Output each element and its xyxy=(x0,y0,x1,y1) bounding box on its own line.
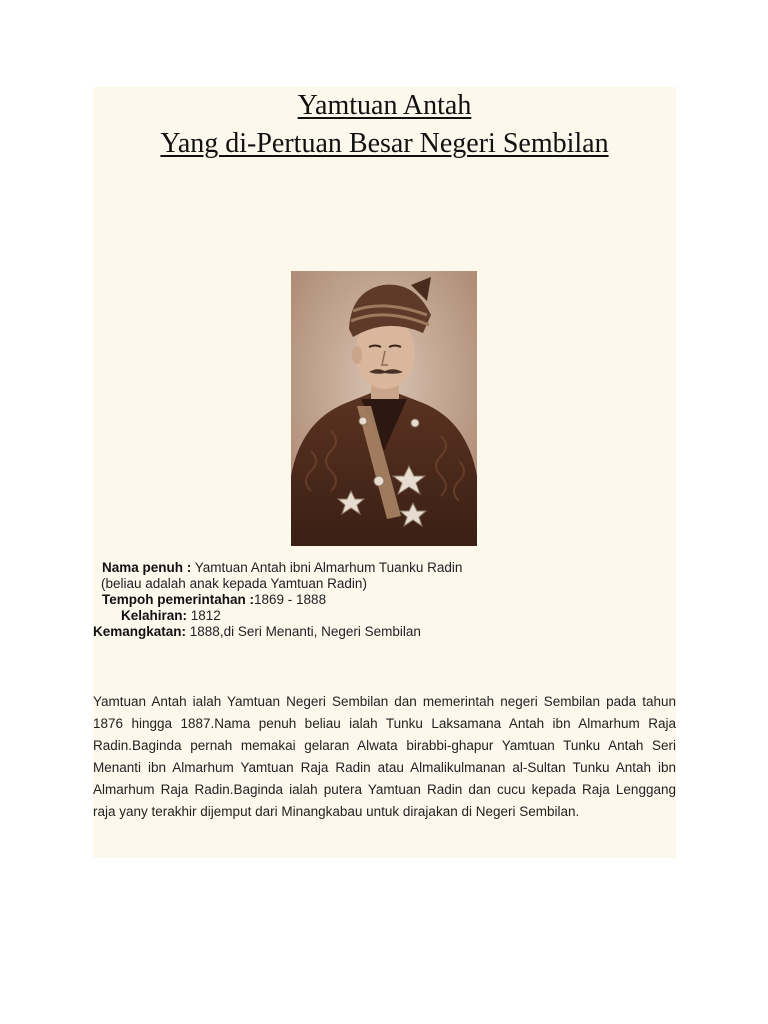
info-reign xyxy=(102,592,326,608)
info-full-name xyxy=(102,560,462,576)
page-title: Yamtuan Antah xyxy=(297,90,472,121)
death-label: Kemangkatan: xyxy=(93,624,187,639)
page-subtitle: Yang di-Pertuan Besar Negeri Sembilan xyxy=(160,128,609,159)
document-page xyxy=(93,87,676,858)
death-value: 1888,di Seri Menanti, Negeri Sembilan xyxy=(186,624,421,639)
info-death xyxy=(93,624,421,640)
full-name-label: Nama penuh : xyxy=(102,560,192,575)
reign-label: Tempoh pemerintahan : xyxy=(102,592,255,607)
birth-label: Kelahiran: xyxy=(121,608,188,623)
birth-value: 1812 xyxy=(187,608,221,623)
biography-paragraph: Yamtuan Antah ialah Yamtuan Negeri Sembilan dan memerintah negeri Sembilan pada tahun 1876 hingga 1887.Nama penuh beliau ialah Tunku Laksamana Antah ibn Almarhum Raja Radin.Baginda pernah memakai gelaran Alwata birabbi-ghapur Yamtuan Tunku Antah Seri Menanti ibn Almarhum Yamtuan Raja Radin atau Almalikulmanan al-Sultan Tunku Antah ibn Almarhum Raja Radin.Baginda ialah putera Yamtuan Radin dan cucu kepada Raja Lenggang raja yany terakhir dijemput dari Minangkabau untuk dirajakan di Negeri Sembilan. xyxy=(93,694,676,819)
info-name-note: (beliau adalah anak kepada Yamtuan Radin) xyxy=(101,576,367,591)
reign-value: 1869 - 1888 xyxy=(254,592,327,607)
portrait-photo xyxy=(291,271,477,546)
full-name-value: Yamtuan Antah ibni Almarhum Tuanku Radin xyxy=(191,560,463,575)
info-birth xyxy=(121,608,221,624)
